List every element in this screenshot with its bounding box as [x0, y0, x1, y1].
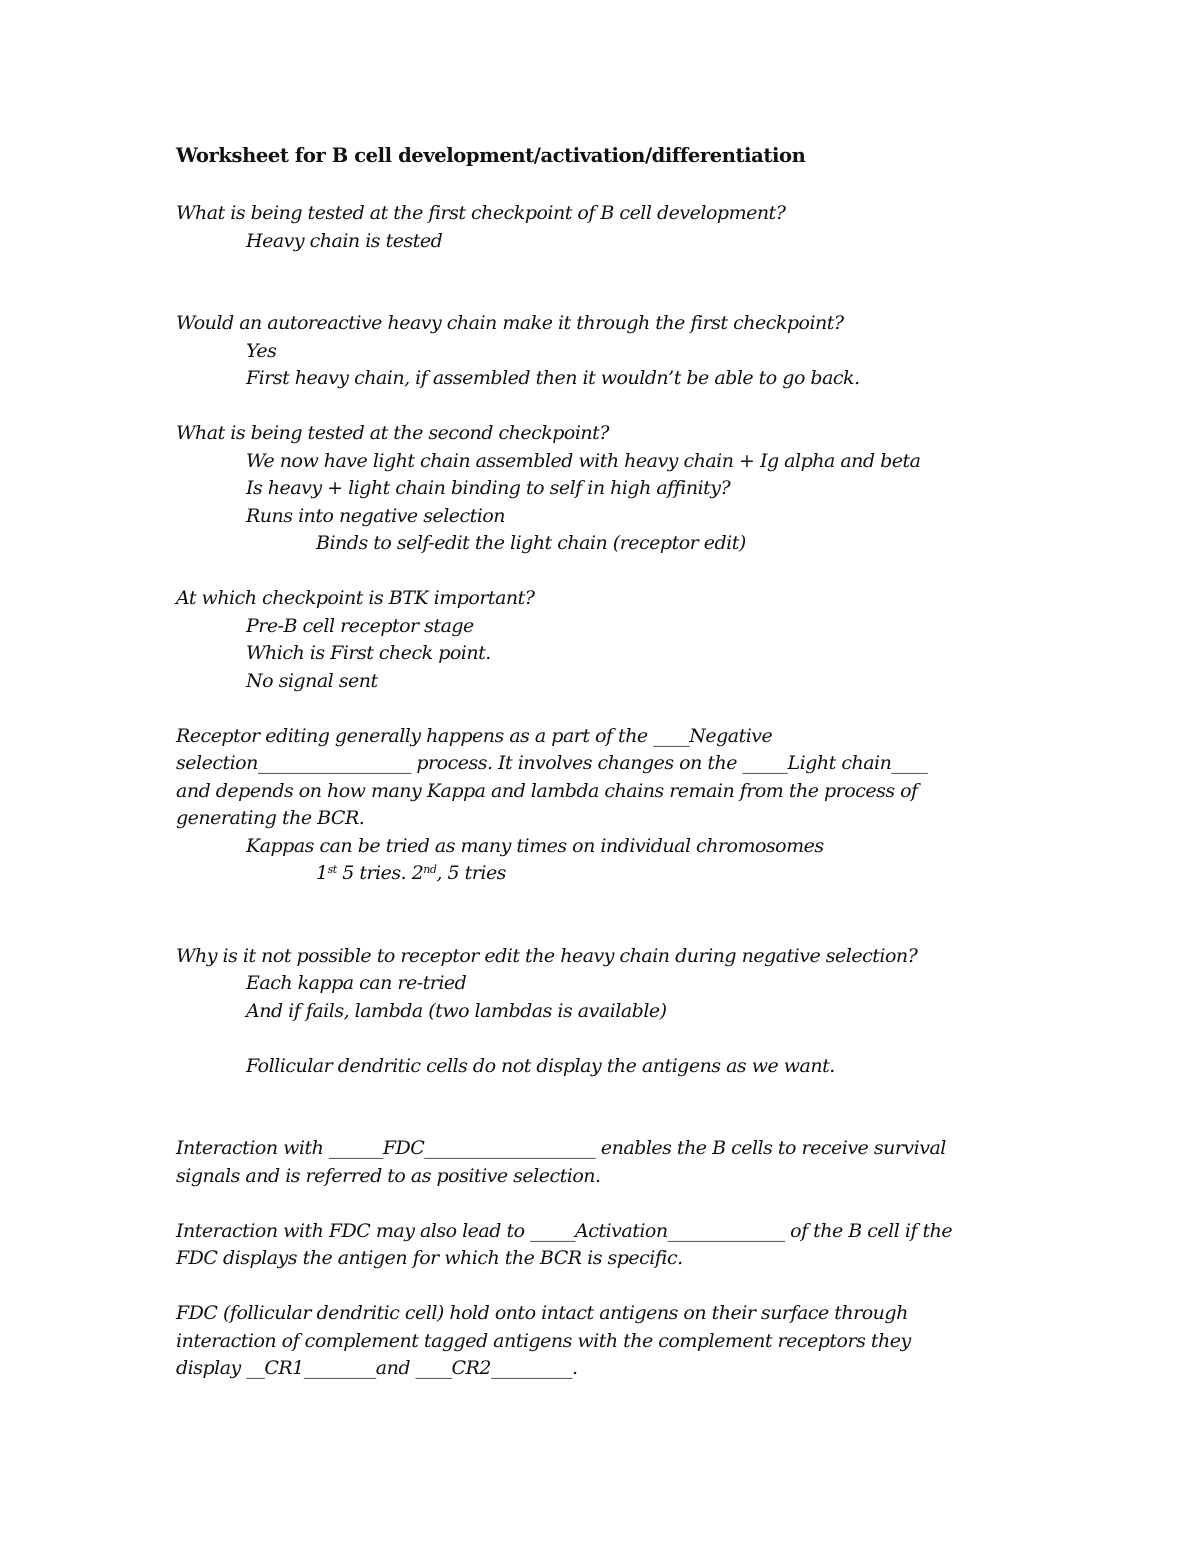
- question-7-line-2: signals and is referred to as positive selection.: [176, 1164, 601, 1187]
- question-4: At which checkpoint is BTK important?: [176, 587, 535, 609]
- answer-2a: Yes: [246, 339, 277, 362]
- question-9-line-2: interaction of complement tagged antigens with the complement receptors they: [176, 1329, 911, 1352]
- worksheet-page: [176, 140, 1026, 1383]
- question-8-line-2: FDC displays the antigen for which the BCR is specific.: [176, 1247, 683, 1269]
- question-8-line-1: Interaction with FDC may also lead to _____Activation_____________ of the B cell if the: [176, 1219, 953, 1242]
- question-3: What is being tested at the second checkpoint?: [176, 422, 609, 444]
- question-1: What is being tested at the first checkpoint of B cell development?: [176, 202, 786, 224]
- answer-3b: Is heavy + light chain binding to self in high affinity?: [246, 477, 731, 499]
- question-5-line-3: and depends on how many Kappa and lambda chains remain from the process of: [176, 779, 918, 802]
- answer-2b: First heavy chain, if assembled then it wouldn’t be able to go back.: [246, 367, 860, 389]
- answer-4a: Pre-B cell receptor stage: [246, 614, 474, 637]
- answer-5: Kappas can be tried as many times on individual chromosomes: [246, 834, 824, 857]
- question-6: Why is it not possible to receptor edit the heavy chain during negative selection?: [176, 944, 918, 967]
- answer-6b: And if fails, lambda (two lambdas is available): [246, 999, 667, 1022]
- answer-4b: Which is First check point.: [246, 642, 491, 664]
- question-9-line-1: FDC (follicular dendritic cell) hold onto intact antigens on their surface through: [176, 1302, 908, 1324]
- answer-6-note: Follicular dendritic cells do not display the antigens as we want.: [246, 1054, 835, 1077]
- answer-6a: Each kappa can re-tried: [246, 972, 467, 994]
- answer-1: Heavy chain is tested: [246, 229, 443, 252]
- answer-4c: No signal sent: [246, 669, 378, 692]
- question-2: Would an autoreactive heavy chain make it through the first checkpoint?: [176, 312, 844, 334]
- question-5-line-2: selection_________________ process. It involves changes on the _____Light chain____: [176, 752, 928, 774]
- answer-3a: We now have light chain assembled with heavy chain + Ig alpha and beta: [246, 449, 921, 472]
- question-9-line-3: display __CR1________and ____CR2_________.: [176, 1357, 578, 1379]
- answer-3d: Binds to self-edit the light chain (receptor edit): [316, 532, 746, 554]
- answer-5-tries: 1st 5 tries. 2nd, 5 tries: [316, 862, 506, 884]
- question-7-line-1: Interaction with ______FDC___________________ enables the B cells to receive survival: [176, 1137, 946, 1159]
- question-5-line-1: Receptor editing generally happens as a part of the ____Negative: [176, 724, 773, 747]
- answer-3c: Runs into negative selection: [246, 504, 506, 527]
- page-title: Worksheet for B cell development/activation/differentiation: [176, 144, 806, 167]
- question-5-line-4: generating the BCR.: [176, 807, 365, 829]
